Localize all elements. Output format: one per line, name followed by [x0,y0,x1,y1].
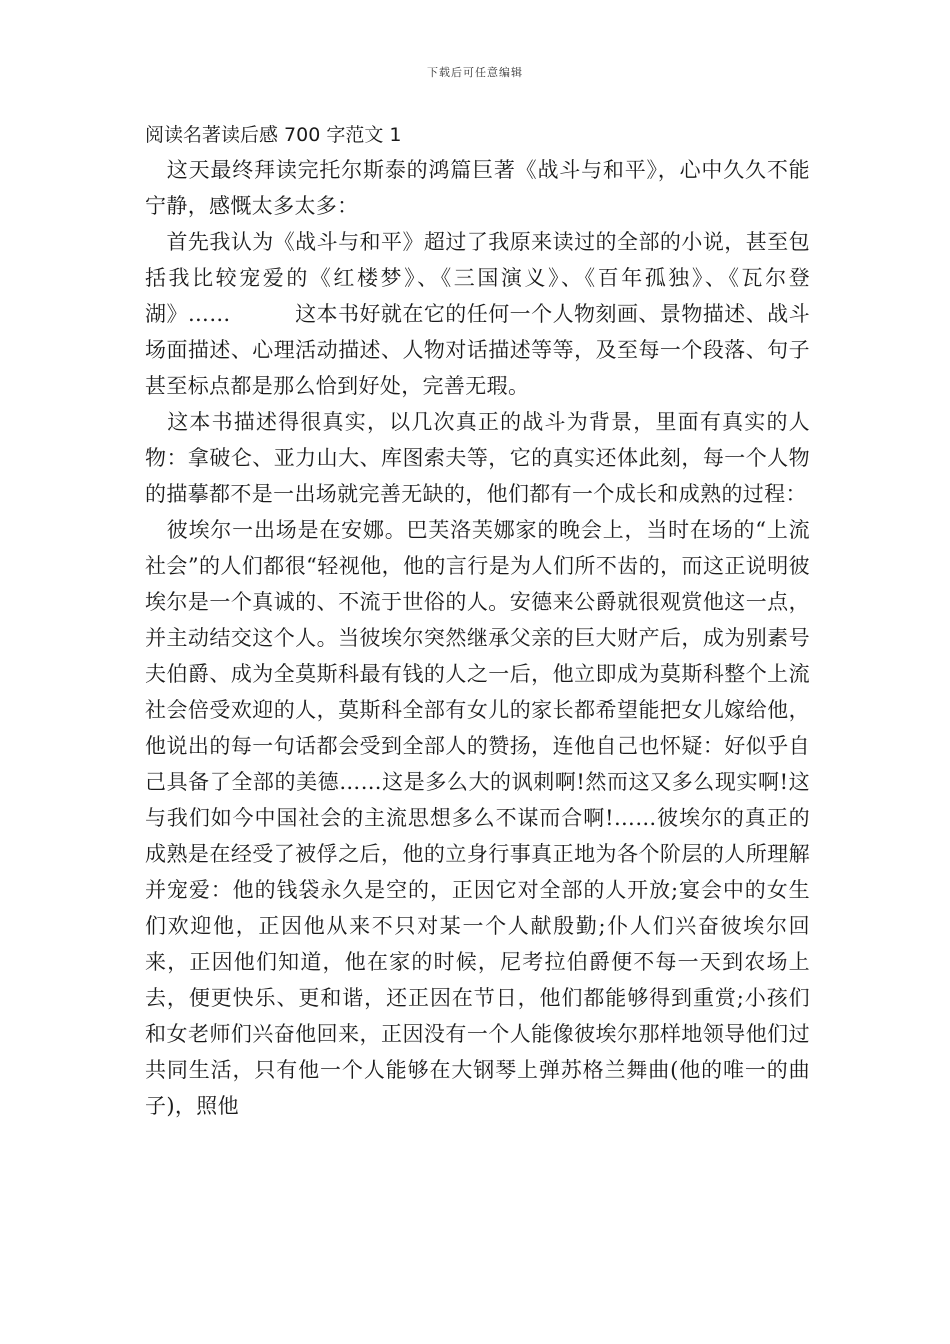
document-title: 阅读名著读后感 700 字范文 1 [145,124,402,146]
paragraph-pierre: 彼埃尔一出场是在安娜。巴芙洛芙娜家的晚会上，当时在场的“上流社会”的人们都很“轻视他，他的言行是为人们所不齿的，而这正说明彼埃尔是一个真诚的、不流于世俗的人。安德来公爵就很观赏他这一点，并主动结交这个人。当彼埃尔突然继承父亲的巨大财产后，成为别素号夫伯爵、成为全莫斯科最有钱的人之一后，他立即成为莫斯科整个上流社会倍受欢迎的人，莫斯科全部有女儿的家长都希望能把女儿嫁给他，他说出的每一句话都会受到全部人的赞扬，连他自己也怀疑：好似乎自己具备了全部的美德……这是多么大的讽刺啊!然而这又多么现实啊!这与我们如今中国社会的主流思想多么不谋而合啊!……彼埃尔的真正的成熟是在经受了被俘之后，他的立身行事真正地为各个阶层的人所理解并宠爱：他的钱袋永久是空的，正因它对全部的人开放;宴会中的女生们欢迎他，正因他从来不只对某一个人献殷勤;仆人们兴奋彼埃尔回来，正因他们知道，他在家的时候，尼考拉伯爵便不每一天到农场上去，便更快乐、更和谐，还正因在节日，他们都能够得到重赏;小孩们和女老师们兴奋他回来，正因没有一个人能像彼埃尔那样地领导他们过共同生活，只有他一个人能够在大钢琴上弹苏格兰舞曲(他的唯一的曲子)，照他 [145,518,810,1118]
page-header-note: 下载后可任意编辑 [427,66,523,79]
paragraph-intro: 这天最终拜读完托尔斯泰的鸿篇巨著《战斗与和平》，心中久久不能宁静，感慨太多太多： [145,158,810,218]
paragraph-realism: 这本书描述得很真实，以几次真正的战斗为背景，里面有真实的人物：拿破仑、亚力山大、库图索夫等，它的真实还体此刻，每一个人物的描摹都不是一出场就完善无缺的，他们都有一个成长和成熟的过程： [145,410,810,506]
document-body [145,122,810,1124]
paragraph-comparison: 首先我认为《战斗与和平》超过了我原来读过的全部的小说，甚至包括我比较宠爱的《红楼梦》、《三国演义》、《百年孤独》、《瓦尔登湖》…… 这本书好就在它的任何一个人物刻画、景物描述、战斗场面描述、心理活动描述、人物对话描述等等，及至每一个段落、句子甚至标点都是那么恰到好处，完善无瑕。 [145,230,810,398]
